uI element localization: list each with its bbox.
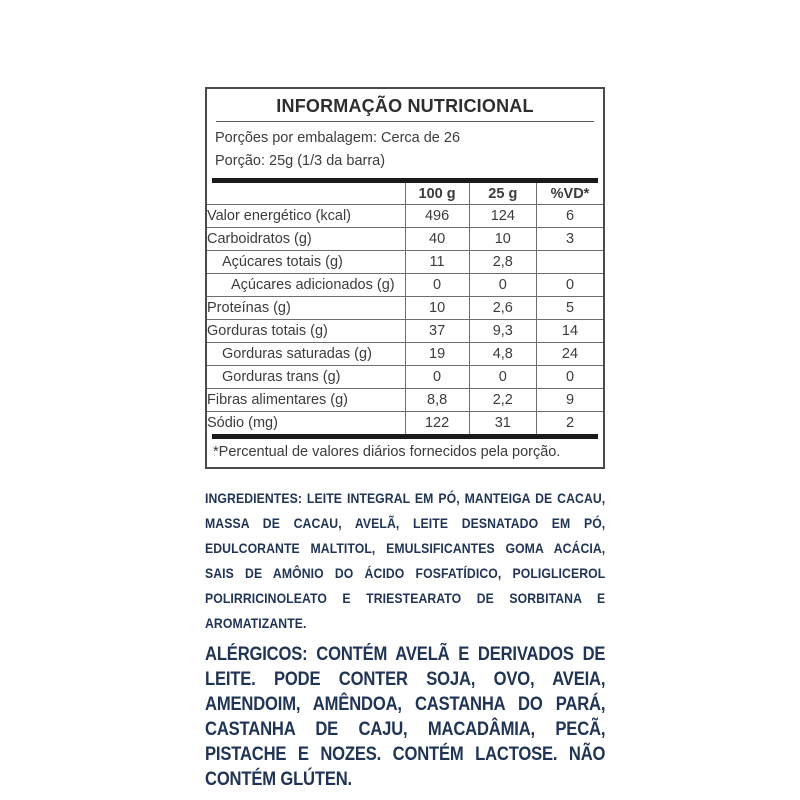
value-vd: 3	[536, 228, 603, 251]
value-100g: 40	[405, 228, 469, 251]
value-25g: 9,3	[469, 320, 536, 343]
value-100g: 11	[405, 251, 469, 274]
value-vd: 2	[536, 412, 603, 435]
value-100g: 8,8	[405, 389, 469, 412]
nutrition-facts-box	[205, 87, 605, 469]
table-row	[207, 389, 603, 412]
servings-per-package: Porções por embalagem: Cerca de 26	[215, 130, 461, 146]
nutrient-label: Valor energético (kcal)	[207, 205, 405, 228]
nutrient-label: Açúcares totais (g)	[207, 251, 405, 274]
value-vd: 0	[536, 366, 603, 389]
value-25g: 2,8	[469, 251, 536, 274]
value-100g: 122	[405, 412, 469, 435]
header-blank-cell	[207, 183, 405, 205]
value-100g: 0	[405, 366, 469, 389]
table-row	[207, 251, 603, 274]
nutrient-label: Proteínas (g)	[207, 297, 405, 320]
serving-info	[207, 122, 603, 173]
value-vd: 5	[536, 297, 603, 320]
value-25g: 2,2	[469, 389, 536, 412]
header-vd: %VD*	[536, 183, 603, 205]
value-vd: 6	[536, 205, 603, 228]
ingredients-text: INGREDIENTES: LEITE INTEGRAL EM PÓ, MANTEIGA DE CACAU, MASSA DE CACAU, AVELÃ, LEITE DESNATADO EM PÓ, EDULCORANTE MALTITOL, EMULSIFICANTES GOMA ACÁCIA, SAIS DE AMÔNIO DO ÁCIDO FOSFATÍDICO, POLIGLICEROL POLIRRICINOLEATO E TRIESTEARATO DE SORBITANA E AROMATIZANTE.	[205, 490, 606, 631]
nutrition-table	[207, 183, 603, 434]
table-row	[207, 412, 603, 435]
table-row	[207, 297, 603, 320]
header-25g: 25 g	[469, 183, 536, 205]
value-vd: 14	[536, 320, 603, 343]
table-header-row	[207, 183, 603, 205]
value-25g: 2,6	[469, 297, 536, 320]
value-25g: 10	[469, 228, 536, 251]
nutrition-label-sheet	[205, 87, 605, 792]
value-100g: 10	[405, 297, 469, 320]
nutrient-label: Gorduras totais (g)	[207, 320, 405, 343]
value-100g: 0	[405, 274, 469, 297]
value-vd: 0	[536, 274, 603, 297]
serving-size: Porção: 25g (1/3 da barra)	[215, 153, 386, 169]
table-row	[207, 205, 603, 228]
value-25g: 0	[469, 366, 536, 389]
header-100g: 100 g	[405, 183, 469, 205]
nutrient-label: Carboidratos (g)	[207, 228, 405, 251]
value-vd: 24	[536, 343, 603, 366]
allergens-section	[205, 642, 605, 792]
nutrient-label: Gorduras saturadas (g)	[207, 343, 405, 366]
nutrient-label: Gorduras trans (g)	[207, 366, 405, 389]
ingredients-section	[205, 486, 605, 636]
nutrient-label: Sódio (mg)	[207, 415, 278, 431]
value-25g: 31	[469, 412, 536, 435]
value-100g: 496	[405, 205, 469, 228]
nutrient-label: Fibras alimentares (g)	[207, 389, 405, 412]
value-25g: 124	[469, 205, 536, 228]
nutrient-label: Açúcares adicionados (g)	[207, 274, 405, 297]
value-100g: 37	[405, 320, 469, 343]
value-25g: 4,8	[469, 343, 536, 366]
daily-value-footnote: *Percentual de valores diários fornecidos pela porção.	[213, 444, 561, 460]
table-row	[207, 366, 603, 389]
table-row	[207, 274, 603, 297]
value-25g: 0	[469, 274, 536, 297]
value-100g: 19	[405, 343, 469, 366]
allergens-text: ALÉRGICOS: CONTÉM AVELÃ E DERIVADOS DE LEITE. PODE CONTER SOJA, OVO, AVEIA, AMENDOIM, AMÊNDOA, CASTANHA DO PARÁ, CASTANHA DE CAJU, MACADÂMIA, PECÃ, PISTACHE E NOZES. CONTÉM LACTOSE. NÃO CONTÉM GLÚTEN.	[205, 644, 606, 790]
value-vd: 9	[536, 389, 603, 412]
value-vd	[536, 251, 603, 274]
table-row	[207, 320, 603, 343]
table-row	[207, 228, 603, 251]
table-row	[207, 343, 603, 366]
nutrition-facts-title: INFORMAÇÃO NUTRICIONAL	[276, 96, 534, 116]
